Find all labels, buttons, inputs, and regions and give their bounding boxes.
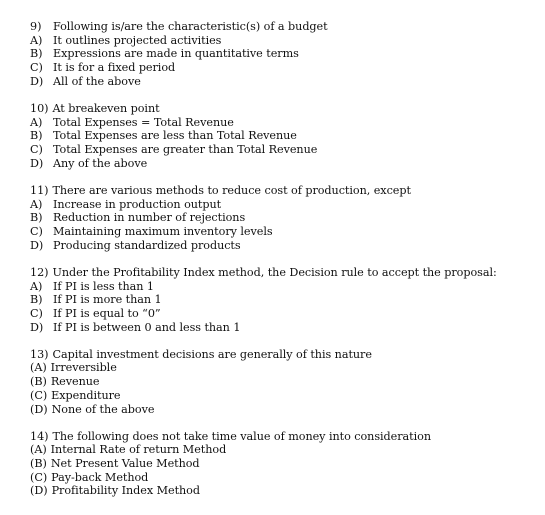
question-text: Under the Profitability Index method, the Decision rule to accept the proposal: xyxy=(52,265,497,279)
option-text: None of the above xyxy=(51,402,155,416)
option-label: D) xyxy=(30,156,44,170)
answer-option xyxy=(30,239,535,253)
option-text: All of the above xyxy=(53,74,141,88)
option-label: B) xyxy=(30,211,43,225)
answer-option xyxy=(30,321,535,335)
option-label: D) xyxy=(30,74,44,88)
option-text: Expressions are made in quantitative terms xyxy=(53,47,299,61)
option-label: (B) xyxy=(30,457,47,471)
option-text: Total Expenses are less than Total Revenue xyxy=(53,129,297,143)
question-block xyxy=(30,184,535,252)
question-block xyxy=(30,266,535,334)
option-label: D) xyxy=(30,320,44,334)
option-label: A) xyxy=(30,33,43,47)
option-text: Internal Rate of return Method xyxy=(50,443,227,457)
option-text: Total Expenses = Total Revenue xyxy=(53,115,234,129)
question-number: 14) xyxy=(30,429,49,443)
option-text: Revenue xyxy=(50,375,100,389)
option-text: If PI is equal to “0” xyxy=(53,306,161,320)
option-label: A) xyxy=(30,115,43,129)
answer-option xyxy=(30,198,535,212)
option-label: B) xyxy=(30,293,43,307)
answer-option xyxy=(30,293,535,307)
option-text: Increase in production output xyxy=(53,197,222,211)
answer-option xyxy=(30,361,535,375)
question-stem xyxy=(30,102,535,116)
option-label: (C) xyxy=(30,470,48,484)
question-text: Capital investment decisions are generally of this nature xyxy=(52,347,372,361)
option-label: C) xyxy=(30,224,43,238)
question-stem xyxy=(30,20,535,34)
option-label: (D) xyxy=(30,402,48,416)
answer-option xyxy=(30,389,535,403)
answer-option xyxy=(30,484,535,498)
option-label: (C) xyxy=(30,388,48,402)
option-text: Total Expenses are greater than Total Revenue xyxy=(53,143,318,156)
option-text: Profitability Index Method xyxy=(51,484,200,498)
option-text: Any of the above xyxy=(53,156,148,170)
option-text: If PI is more than 1 xyxy=(53,293,162,307)
option-label: (B) xyxy=(30,375,47,389)
answer-option xyxy=(30,143,535,157)
answer-option xyxy=(30,403,535,417)
answer-option xyxy=(30,47,535,61)
question-text: Following is/are the characteristic(s) of a budget xyxy=(53,20,328,33)
option-label: (A) xyxy=(30,361,47,375)
question-text: The following does not take time value of money into consideration xyxy=(52,429,431,443)
question-block xyxy=(30,102,535,170)
question-number: 12) xyxy=(30,265,49,279)
option-text: Maintaining maximum inventory levels xyxy=(53,224,273,238)
answer-option xyxy=(30,211,535,225)
option-label: D) xyxy=(30,238,44,252)
answer-option xyxy=(30,116,535,130)
option-label: C) xyxy=(30,143,43,156)
option-text: Producing standardized products xyxy=(53,238,241,252)
answer-option xyxy=(30,280,535,294)
option-text: It outlines projected activities xyxy=(53,33,222,47)
question-stem xyxy=(30,266,535,280)
option-text: If PI is less than 1 xyxy=(53,279,154,293)
answer-option xyxy=(30,443,535,457)
option-text: Net Present Value Method xyxy=(50,457,200,471)
answer-option xyxy=(30,129,535,143)
question-block xyxy=(30,20,535,88)
question-stem xyxy=(30,348,535,362)
option-text: Pay-back Method xyxy=(51,470,149,484)
option-text: Reduction in number of rejections xyxy=(53,211,246,225)
question-text: At breakeven point xyxy=(52,101,160,115)
option-label: C) xyxy=(30,306,43,320)
answer-option xyxy=(30,75,535,89)
question-block xyxy=(30,348,535,416)
question-block xyxy=(30,430,535,498)
question-number: 11) xyxy=(30,183,49,197)
option-text: If PI is between 0 and less than 1 xyxy=(53,320,241,334)
option-text: It is for a fixed period xyxy=(53,61,176,75)
question-number: 13) xyxy=(30,347,49,361)
answer-option xyxy=(30,157,535,171)
option-label: A) xyxy=(30,197,43,211)
question-number: 9) xyxy=(30,20,42,33)
option-label: (D) xyxy=(30,484,48,498)
answer-option xyxy=(30,307,535,321)
answer-option xyxy=(30,457,535,471)
answer-option xyxy=(30,225,535,239)
answer-option xyxy=(30,34,535,48)
option-label: B) xyxy=(30,47,43,61)
option-label: C) xyxy=(30,61,43,75)
question-sheet xyxy=(30,20,535,512)
question-text: There are various methods to reduce cost of production, except xyxy=(52,183,411,197)
answer-option xyxy=(30,61,535,75)
option-text: Expenditure xyxy=(51,388,121,402)
option-text: Irreversible xyxy=(50,361,117,375)
option-label: B) xyxy=(30,129,43,143)
question-number: 10) xyxy=(30,101,49,115)
question-stem xyxy=(30,430,535,444)
option-label: (A) xyxy=(30,443,47,457)
answer-option xyxy=(30,375,535,389)
answer-option xyxy=(30,471,535,485)
question-stem xyxy=(30,184,535,198)
option-label: A) xyxy=(30,279,43,293)
